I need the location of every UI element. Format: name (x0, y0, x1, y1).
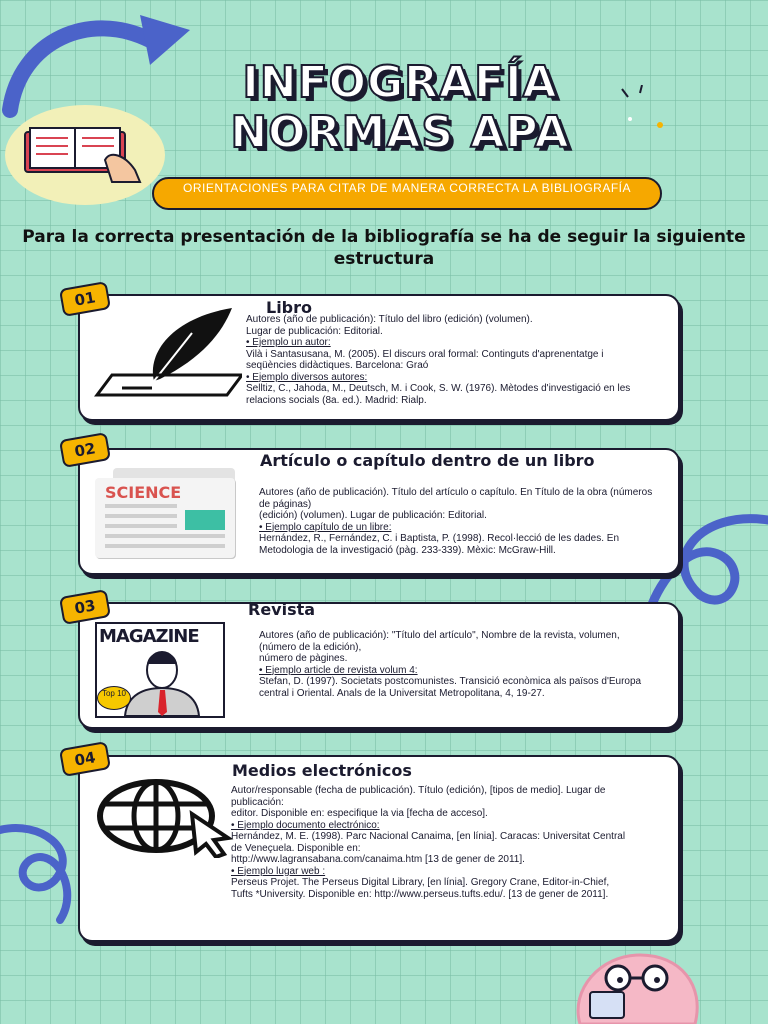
body-line: http://www.lagransabana.com/canaima.htm [13 de gener de 2011]. (231, 854, 525, 865)
open-book-icon (0, 100, 170, 210)
page-title (150, 58, 650, 158)
body-line: seqüències didàctiques. Barcelona: Graó (246, 360, 429, 371)
body-line: Lugar de publicación: Editorial. (246, 325, 383, 337)
section-title: Medios electrónicos (232, 761, 412, 780)
intro-text: Para la correcta presentación de la bibliografía se ha de seguir la siguiente estructura (22, 227, 746, 269)
subtitle-banner: ORIENTACIONES PARA CITAR DE MANERA CORRECTA LA BIBLIOGRAFÍA (152, 177, 662, 210)
section-number-badge: 04 (59, 741, 111, 777)
title-line-2: NORMAS APA (230, 107, 570, 158)
body-line: relacions socials (8a. ed.). Madrid: Rialp. (246, 394, 427, 406)
section-number-badge: 02 (59, 432, 111, 468)
example-heading: • Ejemplo capítulo de un libre: (259, 521, 392, 533)
body-line: editor. Disponible en: especifique la via [fecha de acceso]. (231, 808, 488, 819)
body-line: Hernández, M. E. (1998). Parc Nacional Canaima, [en línia]. Caracas: Universitat Central (231, 831, 626, 842)
body-line: Autores (año de publicación): "Título del artículo", Nombre de la revista, volumen, (número de la edición), (259, 630, 620, 653)
blue-loop-decoration-left (0, 815, 90, 925)
body-line: Autores (año de publicación): Título del libro (edición) (volumen). (246, 314, 533, 325)
body-line: (edición) (volumen). Lugar de publicación: Editorial. (259, 510, 487, 521)
newspaper-headline: SCIENCE (105, 483, 182, 502)
body-line: Perseus Projet. The Perseus Digital Library, [en línia]. Gregory Crane, Editor-in-Chief, (231, 877, 610, 888)
example-heading: • Ejemplo un autor: (246, 337, 331, 348)
magazine-cover-icon (95, 622, 223, 717)
body-line: central i Oriental. Anals de la Universitat Metropolitana, 4, 19-27. (259, 687, 545, 699)
body-line: Selltiz, C., Jahoda, M., Deutsch, M. i Cook, S. W. (1976). Mètodes d'investigació en les (246, 383, 631, 394)
body-line: Tufts *University. Disponible en: http://www.perseus.tufts.edu/. [13 de gener de 2011]. (231, 888, 609, 900)
body-line: Hernández, R., Fernández, C. i Baptista, P. (1998). Recol·lecció de les dades. En (259, 533, 620, 544)
section-title: Libro (266, 298, 313, 317)
example-heading: • Ejemplo documento electrónico: (231, 819, 380, 831)
globe-cursor-icon (96, 778, 236, 858)
brain-mascot-icon (560, 940, 710, 1024)
section-body (231, 785, 651, 900)
body-line: de Veneçuela. Disponible en: (231, 842, 361, 854)
top10-badge: Top 10 (97, 686, 131, 710)
magazine-title: MAGAZINE (99, 626, 199, 647)
body-line: Autor/responsable (fecha de publicación). Título (edición), [tipos de medio]. Lugar de publicación: (231, 785, 606, 808)
section-number-badge: 03 (59, 589, 111, 625)
body-line: Metodologia de la investigació (pàg. 233-339). Mèxic: McGraw-Hill. (259, 544, 556, 556)
science-newspaper-icon (95, 468, 245, 558)
example-heading: • Ejemplo lugar web : (231, 865, 326, 877)
title-line-1: INFOGRAFÍA (242, 57, 558, 108)
feather-quill-icon (92, 303, 242, 398)
body-line: Vilà i Santasusana, M. (2005). El discurs oral formal: Continguts d'aprenentatge i (246, 348, 604, 360)
section-number-badge: 01 (59, 281, 111, 317)
body-line: número de pàgines. (259, 653, 348, 664)
body-line: Stefan, D. (1997). Societats postcomunistes. Transició econòmica als països d'Europa (259, 676, 642, 687)
section-title: Revista (248, 600, 316, 619)
section-body (246, 314, 666, 406)
example-heading: • Ejemplo article de revista volum 4: (259, 664, 418, 676)
section-title: Artículo o capítulo dentro de un libro (260, 451, 595, 470)
section-body (259, 630, 655, 699)
body-line: Autores (año de publicación). Título del artículo o capítulo. En Título de la obra (números de páginas) (259, 487, 653, 510)
section-body (259, 487, 655, 556)
example-heading: • Ejemplo diversos autores: (246, 371, 368, 383)
